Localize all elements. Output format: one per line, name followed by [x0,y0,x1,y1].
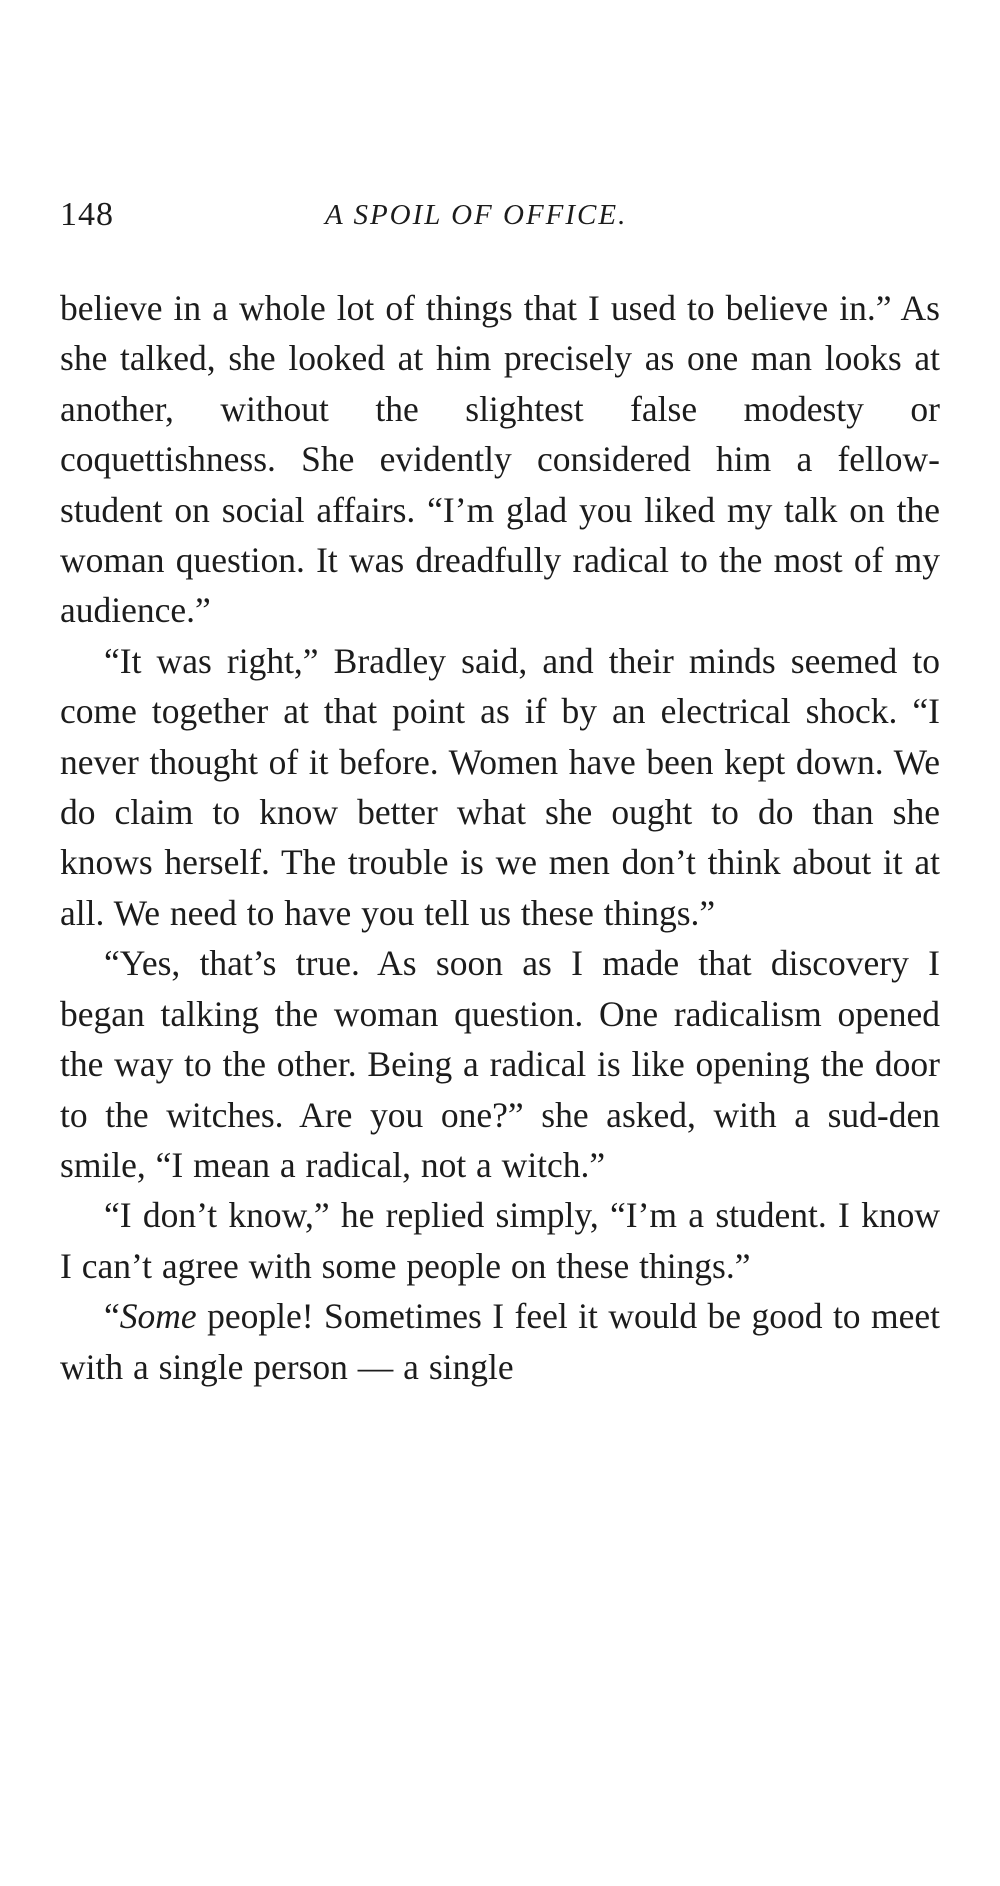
body-text [60,283,940,1392]
paragraph-5 [60,1291,940,1392]
paragraph-3: “Yes, that’s true. As soon as I made that discovery I began talking the woman question. One radicalism opened the way to the other. Being a radical is like opening the door to the witches. Are you one?” she asked, with a sud-den smile, “I mean a radical, not a witch.” [60,943,940,1185]
paragraph-2: “It was right,” Bradley said, and their minds seemed to come together at that point as if by an electrical shock. “I never thought of it before. Women have been kept down. We do claim to know better what she ought to do than she knows herself. The trouble is we men don’t think about it at all. We need to have you tell us these things.” [60,640,940,933]
paragraph-4: “I don’t know,” he replied simply, “I’m a student. I know I can’t agree with some people on these things.” [60,1195,940,1286]
page-number: 148 [60,196,114,233]
paragraph-1: believe in a whole lot of things that I used to believe in.” As she talked, she looked at him precisely as one man looks at another, without the slightest false modesty or coquettishness. She evidently considered him a fellow-student on social affairs. “I’m glad you liked my talk on the woman question. It was dreadfully radical to the most of my audience.” [60,288,940,631]
running-head [60,190,940,240]
running-title: A SPOIL OF OFFICE. [325,199,628,231]
paragraph-5-open-quote: “ [104,1296,120,1337]
paragraph-5-rest: people! Sometimes I feel it would be good to meet with a single person — a single [60,1296,940,1387]
paragraph-5-emphasis: Some [119,1296,197,1337]
